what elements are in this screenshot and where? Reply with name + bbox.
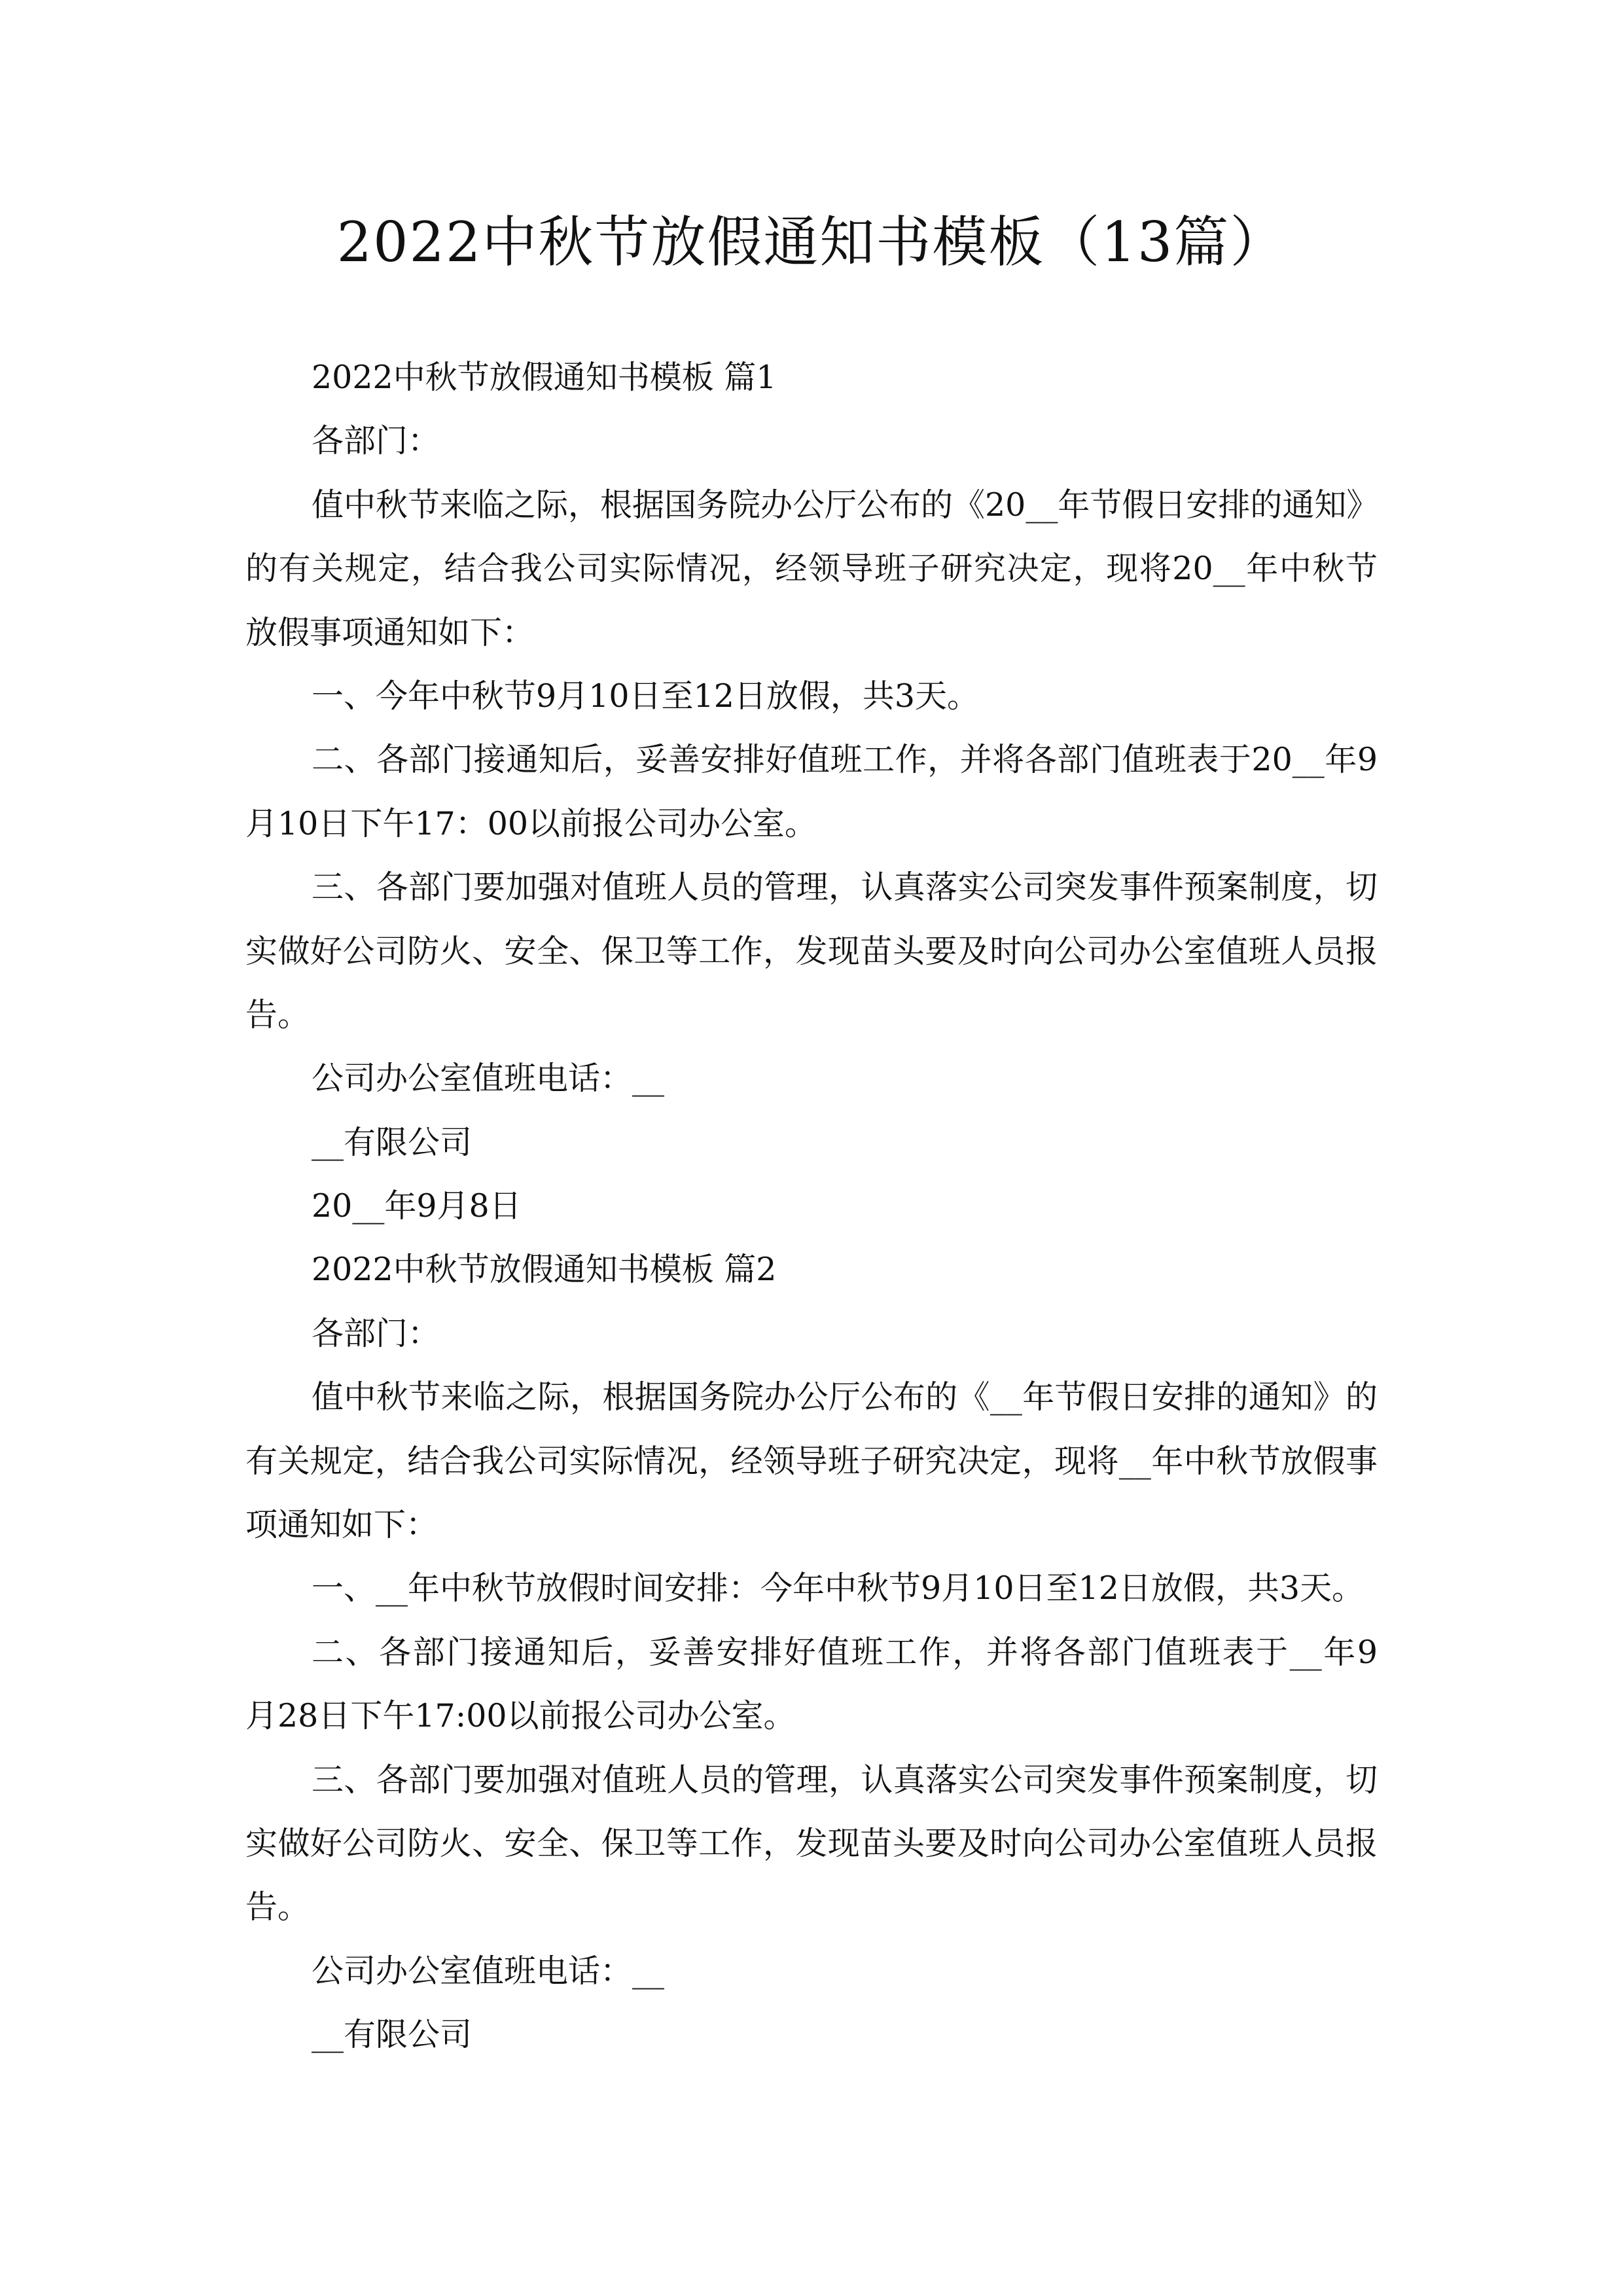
text-line: 告。 [245,996,310,1033]
paragraph [245,409,1378,473]
paragraph [245,346,1378,409]
text-line: 20__年9月8日 [312,1187,522,1225]
text-line: 放假事项通知如下： [245,613,535,651]
text-line: 二、各部门接通知后，妥善安排好值班工作，并将各部门值班表于20__年9 [312,741,1378,779]
document-title: 2022中秋节放假通知书模板（13篇） [336,210,1287,274]
text-line: 实做好公司防火、安全、保卫等工作，发现苗头要及时向公司办公室值班人员报 [245,932,1378,970]
paragraph [245,855,1378,1047]
paragraph [245,1365,1378,1556]
text-line: 月28日下午17:00以前报公司办公室。 [245,1697,796,1735]
text-line: 公司办公室值班电话：__ [312,1060,665,1098]
text-line: 三、各部门要加强对值班人员的管理，认真落实公司突发事件预案制度，切 [312,1761,1378,1799]
paragraph [245,1238,1378,1301]
paragraph [245,1111,1378,1174]
paragraph [245,1556,1378,1620]
paragraph [245,1939,1378,2003]
text-line: 一、__年中秋节放假时间安排：今年中秋节9月10日至12日放假，共3天。 [312,1570,1364,1607]
text-line: 一、今年中秋节9月10日至12日放假，共3天。 [312,677,980,715]
text-line: 各部门： [312,1314,440,1352]
paragraph [245,1047,1378,1110]
text-line: 有关规定，结合我公司实际情况，经领导班子研究决定，现将__年中秋节放假事 [245,1442,1378,1480]
text-line: 三、各部门要加强对值班人员的管理，认真落实公司突发事件预案制度，切 [312,869,1378,906]
text-line: 2022中秋节放假通知书模板 篇1 [312,359,777,396]
paragraph [245,1174,1378,1238]
text-line: 月10日下午17：00以前报公司办公室。 [245,804,817,842]
paragraph [245,664,1378,728]
text-line: 公司办公室值班电话：__ [312,1952,665,1990]
paragraph [245,728,1378,855]
paragraph [245,2003,1378,2066]
text-line: 告。 [245,1888,310,1926]
text-line: 实做好公司防火、安全、保卫等工作，发现苗头要及时向公司办公室值班人员报 [245,1824,1378,1862]
text-line: 项通知如下： [245,1506,438,1544]
paragraph [245,1748,1378,1939]
text-line: 值中秋节来临之际，根据国务院办公厅公布的《20__年节假日安排的通知》 [312,486,1379,524]
text-line: 值中秋节来临之际，根据国务院办公厅公布的《__年节假日安排的通知》的 [312,1378,1378,1416]
text-line: __有限公司 [312,1123,473,1161]
text-line: 2022中秋节放假通知书模板 篇2 [312,1251,777,1289]
text-line: 二、各部门接通知后，妥善安排好值班工作，并将各部门值班表于__年9 [312,1633,1378,1671]
paragraph [245,1621,1378,1748]
paragraph [245,1302,1378,1365]
document-body [245,346,1378,2067]
paragraph [245,473,1378,664]
text-line: __有限公司 [312,2016,473,2054]
text-line: 各部门： [312,422,440,460]
text-line: 的有关规定，结合我公司实际情况，经领导班子研究决定，现将20__年中秋节 [245,550,1378,588]
